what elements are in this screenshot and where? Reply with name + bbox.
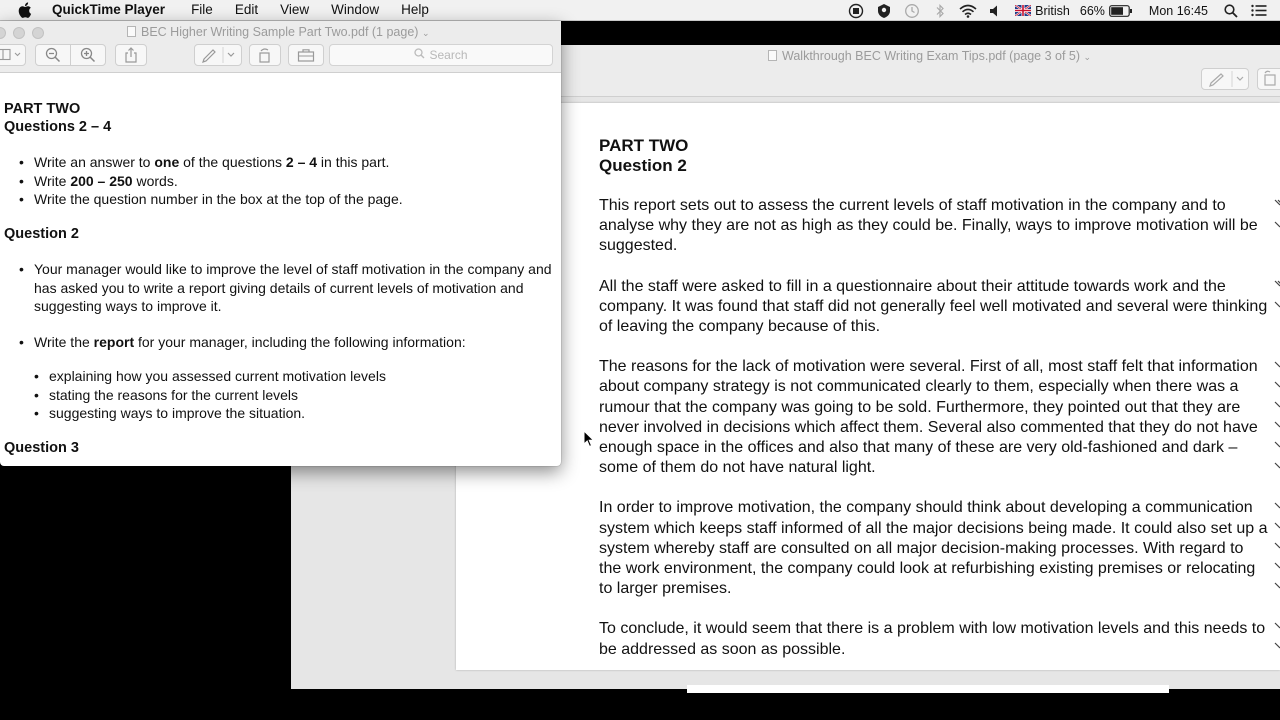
list-item: • Your manager would like to improve the level of staff motivation in the company and has asked you to write a report giving details of current levels of motivation and suggesting ways to improve it.	[34, 260, 559, 316]
list-item: • Write the question number in the box at the top of the page.	[34, 190, 559, 209]
instruction-bold: report	[93, 333, 135, 350]
menu-file[interactable]: File	[191, 2, 213, 17]
list-item: • explaining how you assessed current motivation levels	[49, 367, 559, 386]
list-item: • stating the reasons for the current levels	[49, 386, 559, 405]
rotate-button[interactable]	[1257, 68, 1280, 90]
report-paragraph-2: All the staff were asked to fill in a questionnaire about their attitude towards work and the company. It was found that staff did not generally feel well motivated and several were thinking of leaving the company because of this.	[599, 277, 1268, 336]
record-icon[interactable]	[847, 3, 865, 19]
doc-subheading: Questions 2 – 4	[4, 118, 112, 135]
british-flag-icon	[1015, 5, 1031, 16]
bec-sample-title-text: BEC Higher Writing Sample Part Two.pdf (1 page)	[141, 25, 419, 39]
bec-sample-window[interactable]	[0, 21, 561, 466]
spotlight-icon[interactable]	[1222, 3, 1240, 19]
markup-pen-icon	[195, 46, 241, 64]
fullscreen-button[interactable]	[32, 27, 44, 39]
menu-help[interactable]: Help	[401, 2, 429, 17]
rotate-icon	[1258, 69, 1280, 89]
report-paragraph-3: The reasons for the lack of motivation were several. First of all, most staff felt that information about company strategy is not communicated clearly to them, especially when there was a rumour that the company was going to be sold. Furthermore, they pointed out that they are never involved in decisions which affect them. Several also commented that they do not have enough space in the offices and also that many of these are very old-fashioned and dark – some of them do not have natural light.	[599, 358, 1258, 477]
question-2-heading: Question 2	[4, 225, 79, 242]
notification-icon[interactable]	[1250, 3, 1268, 19]
share-button[interactable]	[115, 44, 147, 66]
walkthrough-page-text	[599, 136, 1269, 660]
toolbox-icon	[297, 48, 315, 62]
walkthrough-title-text: Walkthrough BEC Writing Exam Tips.pdf (page 3 of 5)	[782, 49, 1081, 63]
sidebar-icon	[0, 48, 25, 62]
bluetooth-icon[interactable]	[931, 3, 949, 19]
bec-sample-title	[127, 25, 429, 39]
share-icon	[124, 47, 138, 63]
wifi-icon[interactable]	[959, 3, 977, 19]
markup-button[interactable]	[1201, 68, 1249, 90]
report-paragraph-4: In order to improve motivation, the company should think about developing a communication system which keeps staff informed of all the major decisions being made. It could also set up a system whereby staff are consulted on all major decision-making processes. With regard to the work environment, the company could look at refurbishing existing premises or relocating to larger premises.	[599, 499, 1268, 598]
instruction-text: of the questions	[179, 154, 286, 170]
pdf-document-icon	[768, 50, 777, 61]
instruction-text: in this part.	[317, 154, 390, 170]
time-machine-icon[interactable]	[903, 3, 921, 19]
instruction-bold: 200 – 250	[70, 172, 133, 189]
input-source-label: British	[1035, 3, 1070, 18]
menu-edit[interactable]: Edit	[234, 2, 259, 17]
instruction-text: Write an answer to	[34, 154, 155, 170]
sidebar-button[interactable]	[0, 44, 26, 66]
page-heading: PART TWO	[599, 136, 689, 155]
walkthrough-title	[768, 49, 1091, 63]
instruction-text: words.	[132, 172, 178, 189]
search-placeholder: Search	[429, 48, 468, 62]
list-item	[34, 172, 559, 191]
instruction-bold: one	[154, 154, 180, 170]
menu-view[interactable]: View	[280, 2, 310, 17]
question-2-list-2	[34, 333, 559, 352]
close-button[interactable]	[0, 27, 6, 39]
question-2-list	[34, 260, 559, 316]
battery-icon[interactable]	[1109, 3, 1133, 19]
doc-heading: PART TWO	[4, 101, 81, 117]
walkthrough-page[interactable]	[456, 103, 1280, 670]
markup-pen-icon	[1202, 69, 1250, 89]
volume-icon[interactable]	[987, 3, 1005, 19]
margin-annotation-marks	[1274, 198, 1280, 670]
menu-app-name[interactable]: QuickTime Player	[52, 2, 166, 17]
list-item	[34, 153, 559, 172]
input-source[interactable]	[1015, 4, 1070, 18]
zoom-in-icon	[80, 47, 96, 63]
apple-icon[interactable]	[18, 1, 34, 19]
markup-button[interactable]	[194, 44, 242, 66]
instructions-list	[34, 153, 559, 209]
instruction-text: Write	[34, 172, 71, 189]
bec-sample-page[interactable]	[4, 101, 559, 457]
menu-bar	[0, 0, 1280, 21]
report-points-list	[49, 367, 559, 423]
toolbox-button[interactable]	[288, 44, 324, 66]
instruction-text: for your manager, including the following information:	[134, 333, 466, 350]
battery-percent[interactable]: 66%	[1079, 3, 1105, 18]
page-subheading: Question 2	[599, 156, 687, 175]
zoom-out-button[interactable]	[35, 44, 71, 66]
instruction-text: Write the	[34, 333, 94, 350]
rotate-icon	[257, 47, 273, 63]
list-item	[34, 333, 559, 352]
bec-sample-titlebar[interactable]	[0, 21, 561, 73]
list-item: • suggesting ways to improve the situation.	[49, 404, 559, 423]
minimize-button[interactable]	[13, 27, 25, 39]
instruction-bold: 2 – 4	[285, 154, 318, 170]
question-3-heading: Question 3	[4, 439, 79, 456]
pdf-document-icon	[127, 26, 136, 37]
search-icon	[414, 48, 425, 62]
menu-window[interactable]: Window	[331, 2, 380, 17]
search-input[interactable]	[329, 44, 553, 66]
clock[interactable]: Mon 16:45	[1148, 3, 1208, 18]
pointer-cursor-icon	[583, 430, 595, 448]
report-paragraph-1: This report sets out to assess the current levels of staff motivation in the company and to analyse why they are not as high as they could be. Finally, ways to improve motivation will be suggested.	[599, 197, 1258, 255]
next-page-edge	[687, 685, 1169, 693]
rotate-button[interactable]	[249, 44, 281, 66]
chevron-down-icon[interactable]: ⌄	[1083, 52, 1092, 62]
zoom-out-icon	[45, 47, 61, 63]
report-paragraph-5: To conclude, it would seem that there is a problem with low motivation levels and this needs to be addressed as soon as possible.	[599, 620, 1266, 658]
chevron-down-icon[interactable]: ⌄	[421, 28, 430, 38]
status-area	[847, 0, 1280, 21]
location-icon[interactable]	[875, 3, 893, 19]
zoom-in-button[interactable]	[70, 44, 106, 66]
